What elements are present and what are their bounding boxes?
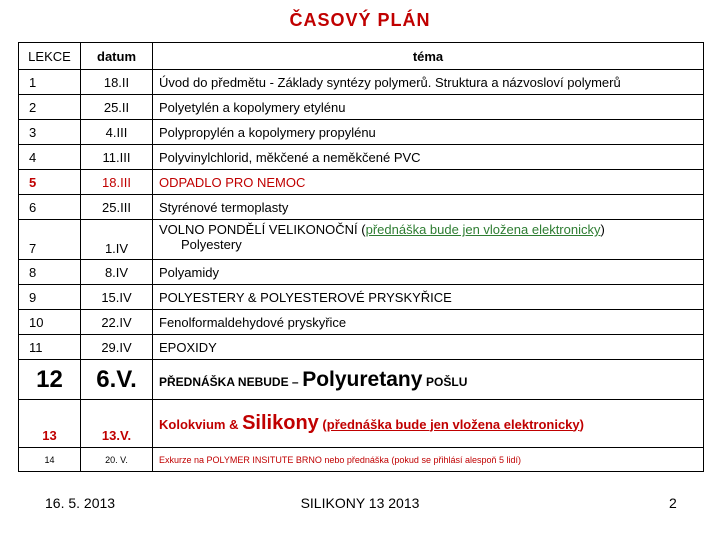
datum-cell: 22.IV [81, 310, 153, 335]
tema-cell [153, 400, 704, 448]
table-row [19, 170, 704, 195]
tema-cell: Polyamidy [153, 260, 704, 285]
tema-cell [153, 220, 704, 260]
datum-cell: 8.IV [81, 260, 153, 285]
tema-text: PŘEDNÁŠKA NEBUDE – [159, 374, 299, 389]
datum-cell: 11.III [81, 145, 153, 170]
tema-cell: POLYESTERY & POLYESTEROVÉ PRYSKYŘICE [153, 285, 704, 310]
table-row [19, 448, 704, 472]
table-row [19, 95, 704, 120]
lekce-cell: 12 [19, 360, 81, 400]
header-datum: datum [81, 43, 153, 70]
tema-cell: Fenolformaldehydové pryskyřice [153, 310, 704, 335]
lekce-cell: 14 [19, 448, 81, 472]
tema-highlight: Silikony [242, 411, 319, 434]
tema-cell: Polypropylén a kopolymery propylénu [153, 120, 704, 145]
table-row [19, 145, 704, 170]
table-row [19, 400, 704, 448]
lekce-cell: 11 [19, 335, 81, 360]
page-number: 2 [669, 495, 677, 511]
datum-cell: 25.II [81, 95, 153, 120]
datum-cell: 20. V. [81, 448, 153, 472]
datum-cell: 18.II [81, 70, 153, 95]
footer-title: SILIKONY 13 2013 [300, 495, 420, 511]
tema-text: Kolokvium & [159, 416, 239, 432]
tema-text: POŠLU [426, 374, 468, 389]
datum-cell: 1.IV [81, 220, 153, 260]
table-row [19, 285, 704, 310]
electronic-lecture-link[interactable]: přednáška bude jen vložena elektronicky [326, 416, 580, 432]
datum-cell: 6.V. [81, 360, 153, 400]
footer-date: 16. 5. 2013 [45, 495, 116, 511]
tema-text: ) [600, 222, 605, 237]
table-row [19, 70, 704, 95]
tema-text: Polyestery [181, 237, 242, 252]
tema-cell: EPOXIDY [153, 335, 704, 360]
tema-cell [153, 360, 704, 400]
page-title: ČASOVÝ PLÁN [289, 10, 431, 30]
datum-cell: 25.III [81, 195, 153, 220]
electronic-lecture-link[interactable]: přednáška bude jen vložena elektronicky [365, 222, 601, 237]
header-lekce: LEKCE [19, 43, 81, 70]
datum-cell: 29.IV [81, 335, 153, 360]
schedule-table [18, 42, 704, 472]
lekce-cell: 6 [19, 195, 81, 220]
datum-cell: 18.III [81, 170, 153, 195]
datum-cell: 15.IV [81, 285, 153, 310]
table-row [19, 220, 704, 260]
tema-cell: Styrénové termoplasty [153, 195, 704, 220]
tema-text: ) [579, 416, 584, 432]
lekce-cell: 8 [19, 260, 81, 285]
lekce-cell: 3 [19, 120, 81, 145]
lekce-cell: 5 [19, 170, 81, 195]
datum-cell: 13.V. [81, 400, 153, 448]
tema-text: ( [322, 416, 327, 432]
header-row [19, 43, 704, 70]
tema-cell: ODPADLO PRO NEMOC [153, 170, 704, 195]
datum-cell: 4.III [81, 120, 153, 145]
lekce-cell: 2 [19, 95, 81, 120]
lekce-cell: 4 [19, 145, 81, 170]
lekce-cell: 7 [19, 220, 81, 260]
header-tema: téma [153, 43, 704, 70]
lekce-cell: 1 [19, 70, 81, 95]
tema-highlight: Polyuretany [302, 367, 423, 391]
table-row [19, 260, 704, 285]
table-row [19, 335, 704, 360]
tema-text: VOLNO PONDĚLÍ VELIKONOČNÍ ( [159, 222, 366, 237]
tema-cell: Polyvinylchlorid, měkčené a neměkčené PVC [153, 145, 704, 170]
table-row [19, 310, 704, 335]
tema-cell: Exkurze na POLYMER INSITUTE BRNO nebo přednáška (pokud se přihlásí alespoň 5 lidí) [153, 448, 704, 472]
table-row [19, 195, 704, 220]
tema-cell: Polyetylén a kopolymery etylénu [153, 95, 704, 120]
table-row [19, 360, 704, 400]
tema-cell: Úvod do předmětu - Základy syntézy polymerů. Struktura a názvosloví polymerů [153, 70, 704, 95]
lekce-cell: 13 [19, 400, 81, 448]
table-row [19, 120, 704, 145]
lekce-cell: 9 [19, 285, 81, 310]
lekce-cell: 10 [19, 310, 81, 335]
